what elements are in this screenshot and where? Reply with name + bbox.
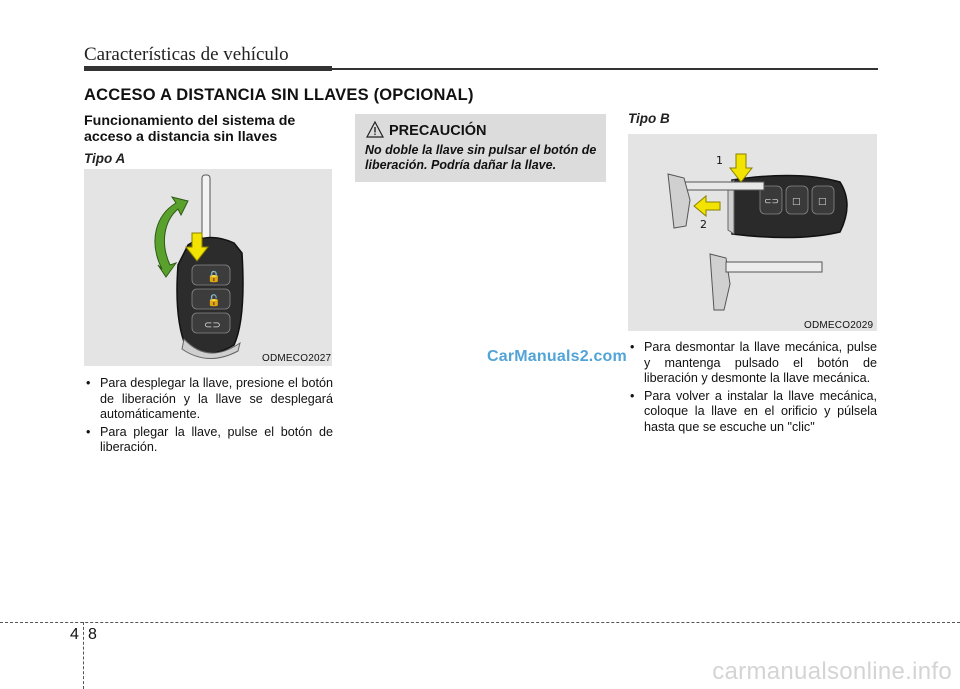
figure-code-a: ODMECO2027 (262, 353, 332, 364)
list-item: • Para plegar la llave, pulse el botón de liberación. (84, 425, 333, 456)
caution-text: No doble la llave sin pulsar el botón de liberación. Podría dañar la llave. (365, 143, 597, 172)
callout-1: 1 (716, 154, 723, 167)
header-rule-thick (84, 66, 332, 71)
left-bullet-list (84, 376, 333, 458)
list-item: • Para desplegar la llave, presione el botón de liberación y la llave se desplegará automáticamente. (84, 376, 333, 423)
list-item: • Para volver a instalar la llave mecánica, coloque la llave en el orificio y púlsela hasta que se escuche un "clic" (628, 389, 877, 436)
page-section-number: 4 (70, 626, 79, 643)
header-rule-thin (332, 68, 878, 70)
caution-box (355, 114, 606, 182)
warning-icon (366, 121, 384, 138)
lock-glyph: □ (818, 197, 827, 207)
unlock-glyph: □ (792, 197, 801, 207)
mechanical-key-blade (726, 262, 822, 272)
callout-2: 2 (700, 218, 707, 231)
figure-code-b: ODMECO2029 (804, 320, 874, 331)
list-item: • Para desmontar la llave mecánica, pulse y mantenga pulsado el botón de liberación y desmonte la llave mecánica. (628, 340, 877, 387)
section-title: ACCESO A DISTANCIA SIN LLAVES (OPCIONAL) (84, 86, 474, 104)
watermark: CarManuals2.com (487, 348, 627, 365)
chapter-title: Características de vehículo (84, 44, 289, 65)
site-watermark: carmanualsonline.info (712, 658, 952, 685)
mechanical-key-blade-top (682, 182, 764, 190)
type-a-label: Tipo A (84, 151, 126, 166)
key-blade (202, 175, 210, 239)
folding-key-illustration (84, 169, 332, 366)
figure-type-b (628, 134, 877, 331)
smart-key-illustration (628, 134, 877, 331)
pull-arrow (694, 196, 720, 216)
subheading: Funcionamiento del sistema de acceso a distancia sin llaves (84, 113, 296, 145)
trunk-glyph: ⊂⊃ (204, 320, 221, 331)
right-bullet-list (628, 340, 877, 438)
page-number: 8 (88, 626, 97, 643)
trunk-glyph: ⊂⊃ (764, 197, 780, 207)
footer-page-divider (83, 622, 84, 689)
unlock-glyph: 🔓 (207, 294, 221, 307)
footer-divider (0, 622, 960, 623)
caution-title: PRECAUCIÓN (389, 123, 487, 139)
type-b-label: Tipo B (628, 111, 670, 126)
lock-glyph: 🔒 (207, 270, 221, 283)
figure-type-a (84, 169, 332, 366)
